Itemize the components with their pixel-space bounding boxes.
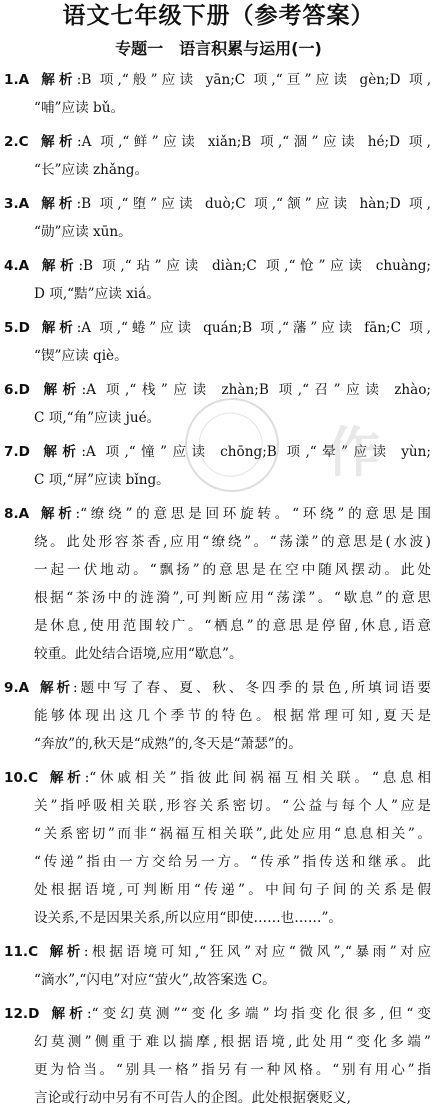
answer-text: :“变幻莫测”“变化多端”均指变化很多,但“变 (87, 1006, 432, 1022)
answer-text: :A 项,“栈”应读 zhàn;B 项,“召”应读 zhào; (81, 382, 431, 398)
answer-item (0, 674, 437, 758)
answer-item (0, 128, 437, 184)
analysis-label: 解析 (36, 134, 77, 150)
answer-text: D 项,“黠”应读 xiá。 (34, 286, 160, 302)
answer-item (0, 500, 437, 668)
answer-text: :题中写了春、夏、秋、冬四季的景色,所填词语要 (73, 680, 432, 696)
answer-number: 3.A (4, 196, 30, 212)
answer-line (0, 466, 437, 494)
analysis-label: 解析 (37, 320, 77, 336)
answer-line (0, 190, 437, 218)
answer-number: 9.A (4, 680, 30, 696)
answer-line (0, 876, 437, 904)
analysis-label: 解析 (37, 196, 77, 212)
answer-item (0, 376, 437, 432)
answer-text: 设关系,不是因果关系,所以应用“即使……也……”。 (34, 910, 343, 926)
answer-line (0, 500, 437, 528)
answer-item (0, 66, 437, 122)
answer-line (0, 640, 437, 668)
analysis-label: 解析 (47, 1006, 87, 1022)
answer-line (0, 612, 437, 640)
answer-text: “勋”应读 xūn。 (34, 224, 132, 240)
answer-line (0, 314, 437, 342)
answer-line (0, 280, 437, 308)
answer-line (0, 730, 437, 758)
answer-number: 8.A (4, 506, 30, 522)
answer-line (0, 404, 437, 432)
answer-list (0, 66, 437, 1118)
analysis-label: 解析 (37, 72, 77, 88)
answer-item (0, 438, 437, 494)
answer-line (0, 764, 437, 792)
answer-text: “滴水”,“闪电”对应“萤火”,故答案选 C。 (34, 972, 276, 988)
answer-text: :A 项,“蜷”应读 quán;B 项,“藩”应读 fān;C 项, (76, 320, 431, 336)
answer-number: 1.A (4, 72, 30, 88)
answer-text: 处根据语境,可判断用“传递”。中间句子间的关系是假 (34, 882, 431, 898)
answer-text: 是休息,使用范围较广。“栖息”的意思是停留,休息,语意 (34, 618, 431, 634)
answer-number: 4.A (4, 258, 30, 274)
answer-line (0, 938, 437, 966)
analysis-label: 解析 (37, 680, 74, 696)
answer-line (0, 584, 437, 612)
answer-text: :A 项,“憧”应读 chōng;B 项,“晕”应读 yùn; (81, 444, 431, 460)
answer-line (0, 674, 437, 702)
answer-text: 能够体现出这几个季节的特色。根据常理可知,夏天是 (34, 708, 431, 724)
answer-line (0, 556, 437, 584)
answer-text: :B 项,“般”应读 yān;C 项,“亘”应读 gèn;D 项, (76, 72, 432, 88)
answer-number: 10.C (4, 770, 39, 786)
answer-line (0, 66, 437, 94)
answer-line (0, 342, 437, 370)
answer-line (0, 702, 437, 730)
answer-line (0, 792, 437, 820)
answer-item (0, 314, 437, 370)
answer-line (0, 252, 437, 280)
answer-line (0, 848, 437, 876)
answer-text: “传递”指由一方交给另一方。“传承”指传送和继承。此 (34, 854, 431, 870)
analysis-label: 解析 (37, 444, 82, 460)
answer-text: C 项,“角”应读 jué。 (34, 410, 161, 426)
answer-text: :“休戚相关”指彼此间祸福互相关联。“息息相 (84, 770, 431, 786)
answer-line (0, 218, 437, 246)
answer-text: :B 项,“玷”应读 diàn;C 项,“怆”应读 chuàng; (78, 258, 431, 274)
answer-item (0, 1000, 437, 1112)
analysis-label: 解析 (37, 382, 82, 398)
answer-line (0, 904, 437, 932)
answer-item (0, 764, 437, 932)
answer-line (0, 820, 437, 848)
answer-item (0, 938, 437, 994)
answer-line (0, 1000, 437, 1028)
answer-line (0, 966, 437, 994)
answer-item (0, 190, 437, 246)
answer-number: 7.D (4, 444, 30, 460)
answer-line (0, 156, 437, 184)
answer-text: 幻莫测”侧重于难以揣摩,根据语境,此处用“变化多端” (34, 1034, 431, 1050)
answer-text: C 项,“屏”应读 bǐng。 (34, 472, 170, 488)
answer-line (0, 438, 437, 466)
answer-line (0, 528, 437, 556)
answer-text: “锲”应读 qiè。 (34, 348, 128, 364)
answer-line (0, 1028, 437, 1056)
page-title: 语文七年级下册（参考答案） (62, 3, 375, 29)
answer-text: “长”应读 zhǎng。 (34, 162, 149, 178)
answer-number: 5.D (4, 320, 30, 336)
answer-number: 6.D (4, 382, 30, 398)
section-title: 专题一 语言积累与运用(一) (115, 39, 322, 58)
answer-text: 关”指呼吸相关联,形容关系密切。“公益与每个人”应是 (34, 798, 431, 814)
answer-text: “关系密切”而非“祸福互相关联”,此处应用“息息相关”。 (34, 826, 431, 842)
answer-line (0, 1084, 437, 1112)
answer-line (0, 376, 437, 404)
answer-text: :“缭绕”的意思是回环旋转。“环绕”的意思是围 (75, 506, 431, 522)
answer-line (0, 94, 437, 122)
analysis-label: 解析 (37, 258, 79, 274)
answer-number: 12.D (4, 1006, 40, 1022)
answer-text: :A 项,“鲜”应读 xiǎn;B 项,“涸”应读 hé;D 项, (77, 134, 432, 150)
answer-number: 11.C (4, 944, 39, 960)
analysis-label: 解析 (46, 770, 85, 786)
answer-text: 较重。此处结合语境,应用“歇息”。 (34, 646, 243, 662)
answer-text: 一起一伏地动。“飘扬”的意思是在空中随风摆动。此处 (34, 562, 431, 578)
answer-text: 绕。此处形容茶香,应用“缭绕”。“荡漾”的意思是(水波) (34, 534, 431, 550)
analysis-label: 解析 (37, 506, 76, 522)
answer-text: “奔放”的,秋天是“成熟”的,冬天是“萧瑟”的。 (34, 736, 302, 752)
answer-line (0, 128, 437, 156)
analysis-label: 解析 (46, 944, 84, 960)
answer-text: 根据“茶汤中的涟漪”,可判断应用“荡漾”。“歇息”的意思 (34, 590, 431, 606)
answer-text: :根据语境可知,“狂风”对应“微风”,“暴雨”对应 (83, 944, 432, 960)
answer-text: 更为恰当。“别具一格”指另有一种风格。“别有用心”指 (34, 1062, 431, 1078)
answer-text: 言论或行动中另有不可告人的企图。此处根据褒贬义, (34, 1090, 351, 1106)
answer-text: “哺”应读 bǔ。 (34, 100, 125, 116)
answer-item (0, 252, 437, 308)
answer-line (0, 1056, 437, 1084)
answer-text: :B 项,“堕”应读 duò;C 项,“颔”应读 hàn;D 项, (76, 196, 432, 212)
watermark-text: 作 (326, 421, 380, 484)
answer-number: 2.C (4, 134, 29, 150)
